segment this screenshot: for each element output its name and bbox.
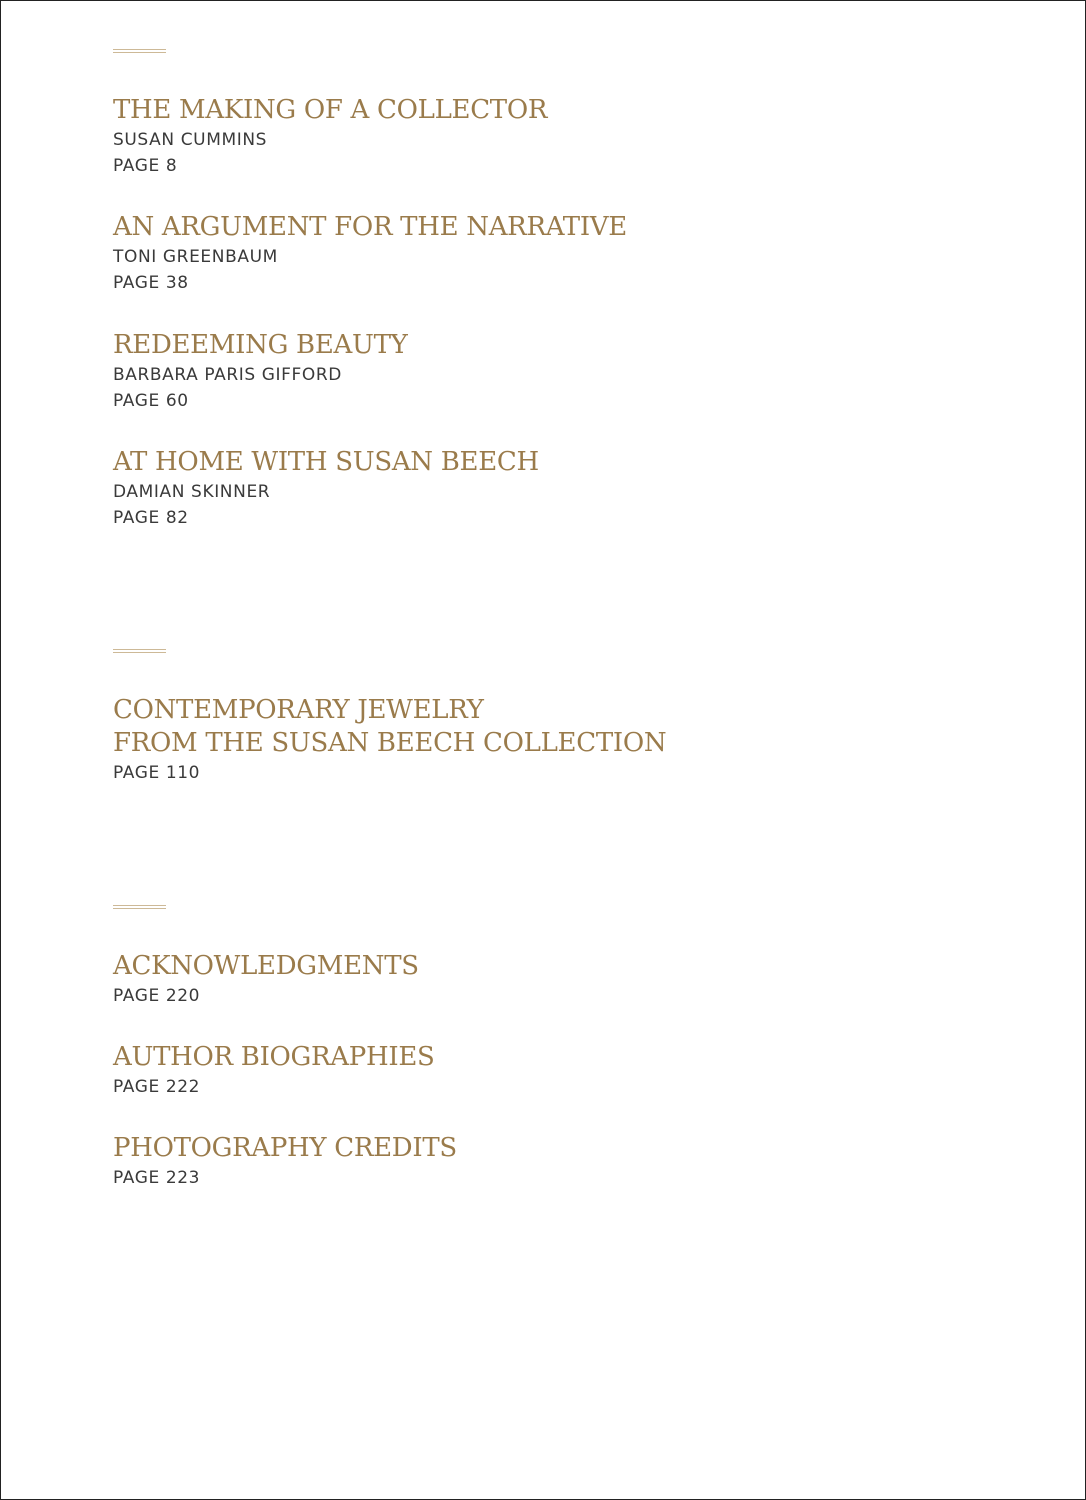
toc-entry[interactable] [113, 446, 539, 531]
entry-page: PAGE 223 [113, 1168, 201, 1188]
toc-entry[interactable] [113, 94, 547, 179]
toc-entry[interactable] [113, 211, 627, 296]
toc-entry[interactable] [113, 329, 408, 414]
entry-title: AN ARGUMENT FOR THE NARRATIVE [113, 212, 627, 242]
entry-title: THE MAKING OF A COLLECTOR [113, 95, 548, 125]
entry-author: DAMIAN SKINNER [113, 482, 271, 502]
entry-title: AUTHOR BIOGRAPHIES [113, 1042, 435, 1072]
entry-page: PAGE 110 [113, 763, 201, 783]
entry-title: AT HOME WITH SUSAN BEECH [113, 447, 539, 477]
section-divider [113, 49, 166, 53]
entry-title-line-2: FROM THE SUSAN BEECH COLLECTION [113, 728, 667, 758]
entry-title: PHOTOGRAPHY CREDITS [113, 1133, 457, 1163]
section-divider [113, 649, 166, 653]
entry-page: PAGE 60 [113, 391, 189, 411]
entry-page: PAGE 220 [113, 986, 201, 1006]
entry-title: REDEEMING BEAUTY [113, 330, 408, 360]
entry-page: PAGE 8 [113, 156, 178, 176]
entry-author: BARBARA PARIS GIFFORD [113, 365, 342, 385]
entry-author: TONI GREENBAUM [113, 247, 278, 267]
entry-page: PAGE 82 [113, 508, 189, 528]
entry-page: PAGE 222 [113, 1077, 201, 1097]
entry-page: PAGE 38 [113, 273, 189, 293]
entry-title-line-1: CONTEMPORARY JEWELRY [113, 695, 484, 725]
toc-entry[interactable] [113, 950, 419, 1009]
toc-entry[interactable] [113, 694, 666, 786]
toc-entry[interactable] [113, 1132, 457, 1191]
entry-author: SUSAN CUMMINS [113, 130, 268, 150]
entry-title: ACKNOWLEDGMENTS [113, 951, 419, 981]
toc-entry[interactable] [113, 1041, 435, 1100]
section-divider [113, 905, 166, 909]
